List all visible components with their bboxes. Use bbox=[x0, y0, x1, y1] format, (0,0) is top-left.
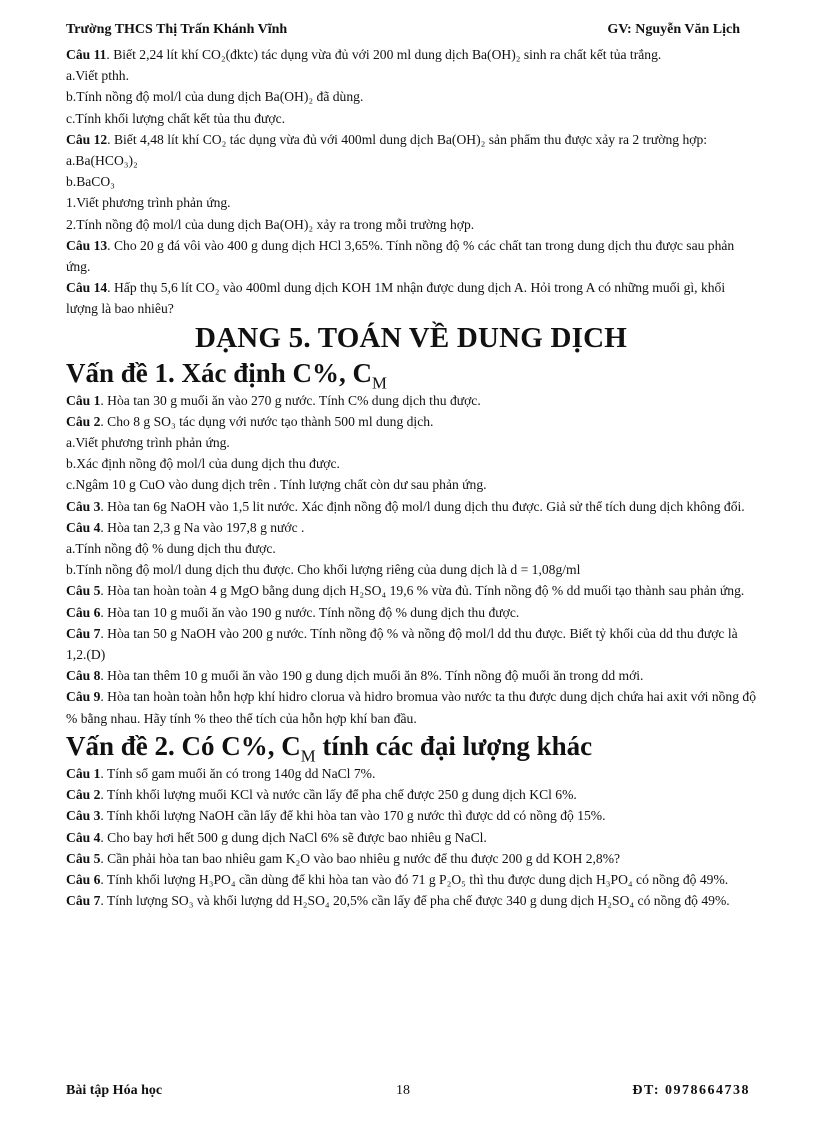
question: Câu 7. Tính lượng SO₃ và khối lượng dd H₂SO₄ 20,5% cần lấy để pha chế được 340 g dung dịch H₂SO₄ có nồng độ 49%. bbox=[66, 893, 730, 909]
subsection-title: Vấn đề 2. Có C%, $C_M$ tính các đại lượng khác bbox=[66, 730, 593, 766]
teacher-name: GV: Nguyễn Văn Lịch bbox=[607, 22, 740, 37]
sub-question: c.Tính khối lượng chất kết tủa thu được. bbox=[66, 110, 286, 126]
phone-number: ĐT: 0978664738 bbox=[632, 1083, 750, 1098]
question: Câu 5. Cần phải hòa tan bao nhiêu gam K₂O vào bao nhiêu g nước để thu được 200 g dd KOH 2,8%? bbox=[66, 850, 621, 866]
subsection-title: Vấn đề 1. Xác định C%, $C_M$ bbox=[66, 357, 387, 393]
question: Câu 1. Tính số gam muối ăn có trong 140g dd NaCl 7%. bbox=[66, 765, 376, 781]
subject-label: Bài tập Hóa học bbox=[66, 1083, 163, 1098]
question: Câu 7. Hòa tan 50 g NaOH vào 200 g nước. Tính nồng độ % và nồng độ mol/l dd thu được. Biết tỷ khối của dd thu được là 1,2.(D) bbox=[66, 625, 738, 663]
question: Câu 3. Hòa tan 6g NaOH vào 1,5 lit nước. Xác định nồng độ mol/l dung dịch thu được. Giả sử thể tích dung dịch không đổi. bbox=[66, 498, 745, 514]
sub-question: b.Xác định nồng độ mol/l của dung dịch thu được. bbox=[66, 456, 340, 472]
question: Câu 3. Tính khối lượng NaOH cần lấy để khi hòa tan vào 170 g nước thì được dd có nồng độ 15%. bbox=[66, 808, 606, 824]
question: Câu 4. Hòa tan 2,3 g Na vào 197,8 g nước . bbox=[66, 519, 305, 535]
document-body bbox=[66, 44, 756, 911]
section-title: DẠNG 5. TOÁN VỀ DUNG DỊCH bbox=[195, 321, 627, 354]
question: Câu 4. Cho bay hơi hết 500 g dung dịch NaCl 6% sẽ được bao nhiêu g NaCl. bbox=[66, 829, 487, 845]
question: Câu 8. Hòa tan thêm 10 g muối ăn vào 190 g dung dịch muối ăn 8%. Tính nồng độ muối ăn trong dd mới. bbox=[66, 668, 644, 684]
question: Câu 6. Tính khối lượng H₃PO₄ cần dùng để khi hòa tan vào đó 71 g P₂O₅ thì thu được dung dịch H₃PO₄ có nồng độ 49%. bbox=[66, 871, 729, 887]
sub-question: a.Ba(HCO₃)₂ bbox=[66, 153, 138, 169]
question: Câu 1. Hòa tan 30 g muối ăn vào 270 g nước. Tính C% dung dịch thu được. bbox=[66, 392, 481, 408]
question: Câu 5. Hòa tan hoàn toàn 4 g MgO bằng dung dịch H₂SO₄ 19,6 % vừa đủ. Tính nồng độ % dd muối tạo thành sau phản ứng. bbox=[66, 583, 745, 599]
question: Câu 14. Hấp thụ 5,6 lít CO₂ vào 400ml dung dịch KOH 1M nhận được dung dịch A. Hỏi trong A có những muối gì, khối lượng là bao nhiêu? bbox=[66, 280, 726, 317]
sub-question: b.BaCO₃ bbox=[66, 174, 115, 190]
question: Câu 2. Cho 8 g SO₃ tác dụng với nước tạo thành 500 ml dung dịch. bbox=[66, 413, 434, 429]
question: Câu 9. Hòa tan hoàn toàn hỗn hợp khí hidro clorua và hidro bromua vào nước ta thu được dung dịch chứa hai axit với nồng độ % bằng nhau. Hãy tính % theo thể tích của hỗn hợp khí ban đầu. bbox=[66, 689, 757, 726]
page-number: 18 bbox=[396, 1083, 410, 1098]
sub-question: b.Tính nồng độ mol/l của dung dịch Ba(OH)₂ đã dùng. bbox=[66, 89, 364, 105]
question: Câu 11. Biết 2,24 lít khí CO₂(đktc) tác dụng vừa đủ với 200 ml dung dịch Ba(OH)₂ sinh ra chất kết tủa trắng. bbox=[66, 47, 662, 62]
sub-question: a.Tính nồng độ % dung dịch thu được. bbox=[66, 541, 276, 557]
sub-question: 1.Viết phương trình phản ứng. bbox=[66, 195, 231, 211]
question: Câu 12. Biết 4,48 lít khí CO₂ tác dụng vừa đủ với 400ml dung dịch Ba(OH)₂ sản phẩm thu được xảy ra 2 trường hợp: bbox=[66, 131, 708, 147]
school-name: Trường THCS Thị Trấn Khánh Vĩnh bbox=[66, 22, 288, 37]
question: Câu 13. Cho 20 g đá vôi vào 400 g dung dịch HCl 3,65%. Tính nồng độ % các chất tan trong dung dịch thu được sau phản ứng. bbox=[66, 237, 735, 275]
sub-question: 2.Tính nồng độ mol/l của dung dịch Ba(OH)₂ xảy ra trong mỗi trường hợp. bbox=[66, 216, 475, 232]
question: Câu 2. Tính khối lượng muối KCl và nước cần lấy để pha chế được 250 g dung dịch KCl 6%. bbox=[66, 787, 577, 803]
question: Câu 6. Hòa tan 10 g muối ăn vào 190 g nước. Tính nồng độ % dung dịch thu được. bbox=[66, 604, 520, 620]
page-header bbox=[66, 22, 740, 42]
sub-question: a.Viết pthh. bbox=[66, 68, 129, 84]
sub-question: c.Ngâm 10 g CuO vào dung dịch trên . Tính lượng chất còn dư sau phản ứng. bbox=[66, 477, 487, 493]
page-footer bbox=[66, 1083, 750, 1103]
sub-question: a.Viết phương trình phản ứng. bbox=[66, 435, 230, 451]
sub-question: b.Tính nồng độ mol/l dung dịch thu được. Cho khối lượng riêng của dung dịch là d = 1,08g/ml bbox=[66, 562, 581, 578]
